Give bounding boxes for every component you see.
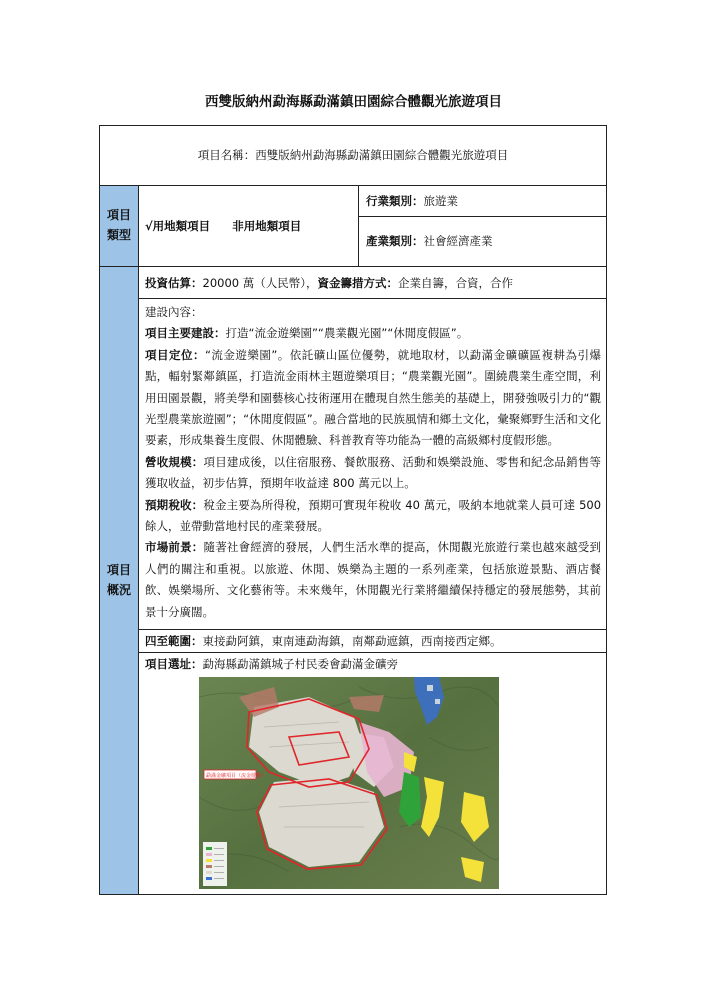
revenue-scale-value: 項目建成後，以住宿服務、餐飲服務、活動和娛樂設施、零售和紀念品銷售等獲取收益，初步估算，預期年收益達 800 萬元以上。 <box>145 454 602 491</box>
investment-value: 20000 萬（人民幣）， <box>202 276 318 290</box>
project-name-label: 項目名稱： <box>197 148 256 162</box>
construction-content <box>145 302 601 623</box>
revenue-scale <box>145 452 601 495</box>
investment-row <box>145 268 601 298</box>
funding-value: 企業自籌，合資，合作 <box>398 276 513 290</box>
investment-label: 投資估算： <box>145 276 203 290</box>
sector-value: 社會經濟產業 <box>423 234 493 248</box>
project-name-row <box>100 126 606 185</box>
map-legend <box>203 842 227 886</box>
sector-label: 產業類別： <box>366 234 424 248</box>
site-value: 勐海縣勐滿鎮城子村民委會勐滿金礦旁 <box>202 657 398 671</box>
project-type-header-line1: 項目 <box>106 208 131 222</box>
land-use-option: √用地類項目 <box>145 219 211 233</box>
project-name-value: 西雙版納州勐海縣勐滿鎮田園綜合體觀光旅遊項目 <box>255 148 509 162</box>
project-overview-header-line1: 項目 <box>106 563 131 577</box>
market-prospect <box>145 537 601 623</box>
revenue-scale-label: 營收規模： <box>145 454 204 469</box>
project-type-header-line2: 類型 <box>106 228 131 242</box>
site-row <box>145 653 601 675</box>
funding-label: 資金籌措方式： <box>317 276 398 290</box>
non-land-use-option: 非用地類項目 <box>232 219 302 233</box>
boundary-value: 東接勐阿鎮，東南連勐海鎮，南鄰勐遮鎮，西南接西定鄉。 <box>202 634 502 648</box>
market-prospect-label: 市場前景： <box>145 540 204 555</box>
expected-tax-label: 預期稅收： <box>145 497 204 512</box>
content-heading: 建設內容： <box>145 305 203 319</box>
main-construction <box>145 323 601 344</box>
expected-tax <box>145 495 601 538</box>
main-construction-label: 項目主要建設： <box>145 326 226 341</box>
site-label: 項目選址： <box>145 657 203 671</box>
boundary-label: 四至範圍： <box>145 634 203 648</box>
project-overview-header-line2: 概況 <box>106 583 131 597</box>
market-prospect-value: 隨著社會經濟的發展，人們生活水準的提高，休閒觀光旅遊行業也越來越受到人們的關注和重視。以旅遊、休閒、娛樂為主題的一系列產業，包括旅遊景點、酒店餐飲、娛樂場所、文化藝術等。未來幾年，休閒觀光行業將繼續保持穩定的發展態勢，其前景十分廣闊。 <box>145 540 602 619</box>
expected-tax-value: 稅金主要為所得稅，預期可實現年稅收 40 萬元，吸納本地就業人員可達 500 餘人，並帶動當地村民的產業發展。 <box>145 497 602 534</box>
site-map <box>199 677 499 889</box>
project-positioning <box>145 345 601 452</box>
positioning-label: 項目定位： <box>145 347 205 362</box>
positioning-value: “流金遊樂園”。依託礦山區位優勢，就地取材，以勐滿金礦礦區複耕為引爆點，輻射緊鄰鎮區，打造流金雨林主題遊樂項目；“農業觀光園”。圍繞農業生產空間，利用田園景觀，將美學和園藝核心技術運用在體現自然生態美的基礎上，開發強吸引力的“觀光型農業旅遊園”；“休閒度假區”。融合當地的民族風情和鄉土文化，彙聚鄉野生活和文化要素，形成集養生度假、休閒體驗、科普教育等功能為一體的高級鄉村度假形態。 <box>145 347 601 448</box>
industry-label: 行業類別： <box>366 194 424 208</box>
main-construction-value: 打造“流金遊樂園”“農業觀光園”“休閒度假區”。 <box>225 326 469 341</box>
land-use-options <box>145 186 355 266</box>
map-label: 勐滿金礦項目（流金遊樂） <box>206 773 267 779</box>
industry-row <box>366 186 606 216</box>
industry-value: 旅遊業 <box>423 194 458 208</box>
sector-row <box>366 217 606 266</box>
document-title: 西雙版納州勐海縣勐滿鎮田園綜合體觀光旅遊項目 <box>205 94 502 110</box>
boundary-row <box>145 630 601 652</box>
